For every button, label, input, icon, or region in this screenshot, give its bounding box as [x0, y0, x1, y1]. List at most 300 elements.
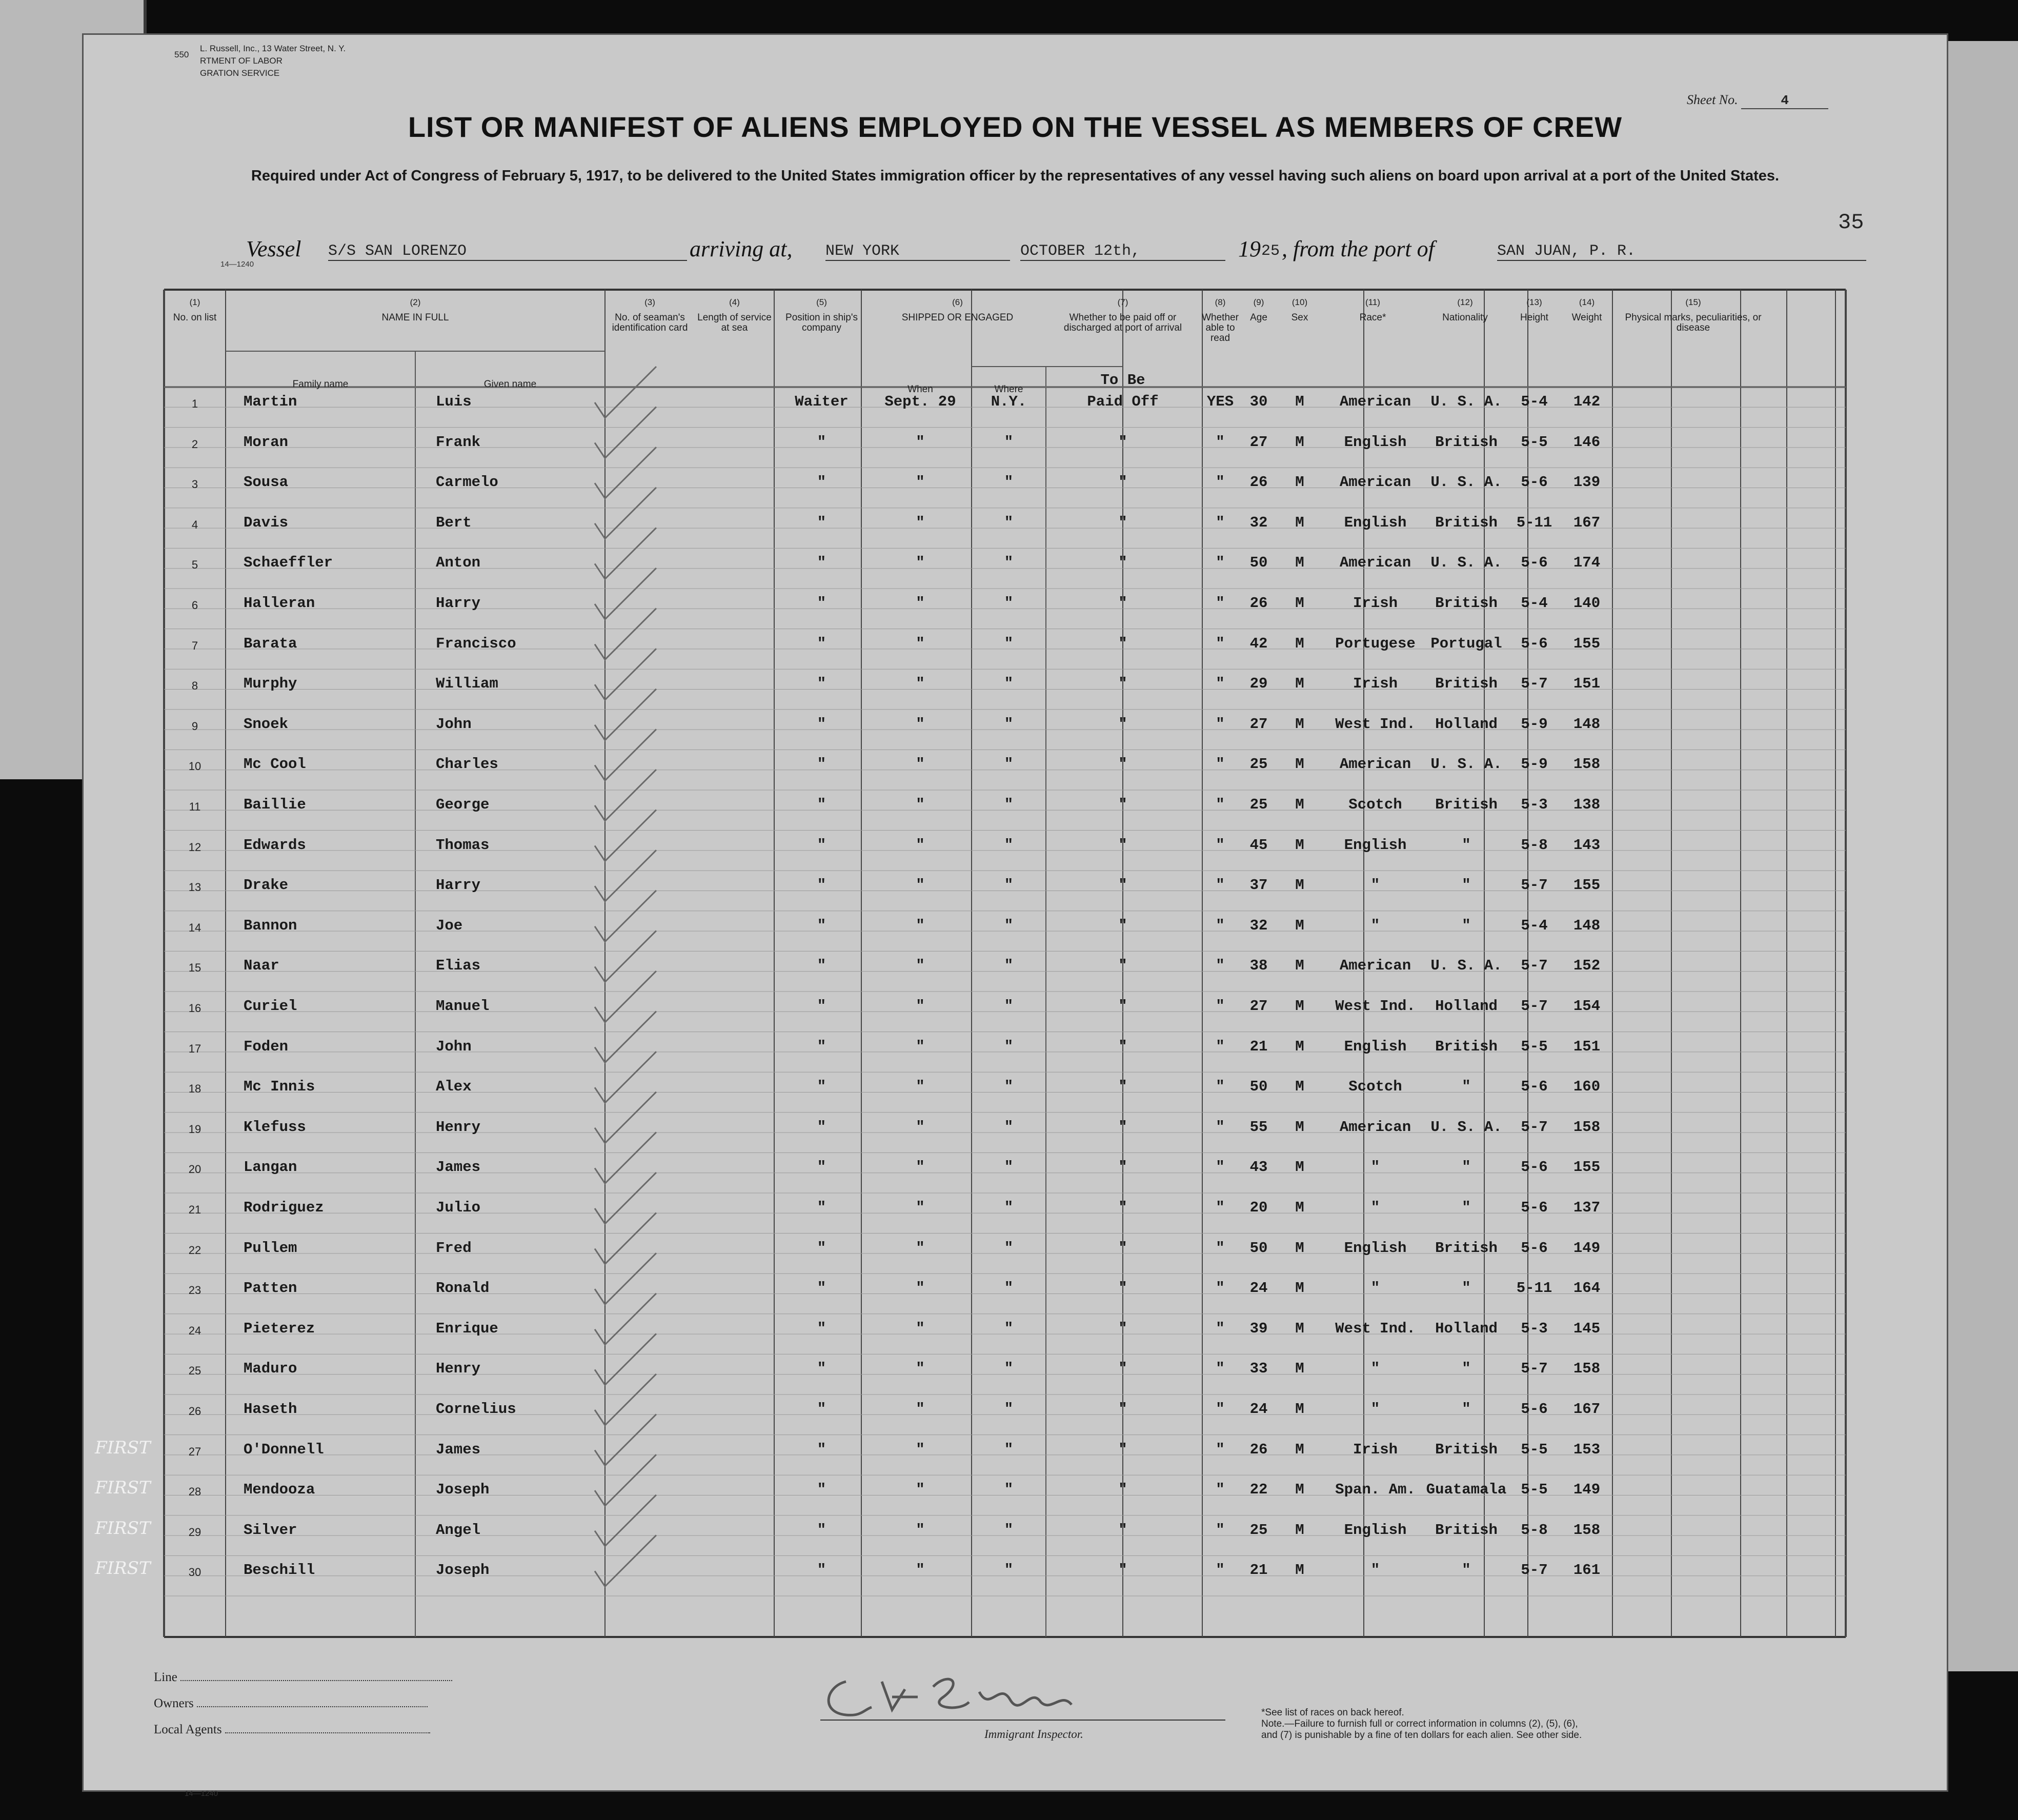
row-number: 20	[188, 1163, 201, 1176]
position-ditto: "	[817, 1118, 826, 1136]
sex: M	[1295, 1401, 1304, 1418]
sex: M	[1295, 877, 1304, 894]
row-number: 2	[191, 437, 198, 451]
sex: M	[1295, 635, 1304, 652]
check-mark	[595, 447, 656, 498]
weight: 167	[1573, 1401, 1601, 1418]
height: 5-6	[1521, 635, 1548, 652]
family-name: Baillie	[244, 796, 306, 813]
shipped-when-ditto: "	[916, 433, 925, 451]
column-header-c10-label: Sex	[1291, 312, 1308, 323]
shipped-where-ditto: "	[1004, 1239, 1014, 1257]
shipped-where: N.Y.	[991, 393, 1027, 410]
age: 22	[1249, 1481, 1268, 1499]
age: 29	[1249, 675, 1268, 693]
column-header-c6-number: (6)	[952, 297, 963, 307]
paid-off-ditto: "	[1118, 1199, 1127, 1216]
age: 32	[1249, 917, 1268, 934]
paid-off-ditto: "	[1118, 474, 1127, 491]
footer-owners-field	[154, 1696, 428, 1711]
column-header-family-name: Family name	[292, 379, 349, 390]
able-to-read-ditto: "	[1216, 554, 1225, 572]
paid-off-ditto: "	[1118, 1401, 1127, 1418]
height: 5-5	[1521, 433, 1548, 451]
paid-off-line2: Paid Off	[1087, 393, 1159, 410]
shipped-where-ditto: "	[1004, 675, 1014, 693]
shipped-where-ditto: "	[1004, 998, 1014, 1015]
weight: 158	[1573, 1118, 1601, 1136]
nationality: "	[1462, 877, 1471, 894]
height: 5-5	[1521, 1481, 1548, 1499]
position-ditto: "	[817, 554, 826, 572]
position-ditto: "	[817, 1078, 826, 1096]
nationality: British	[1435, 514, 1498, 531]
column-header-c13-number: (13)	[1526, 297, 1542, 307]
row-number: 1	[191, 397, 198, 410]
race: American	[1339, 957, 1411, 975]
nationality: Holland	[1435, 1320, 1498, 1337]
margin-first-mark: FIRST	[95, 1558, 151, 1579]
race: Portugese	[1335, 635, 1416, 652]
height: 5-6	[1521, 1239, 1548, 1257]
race: "	[1370, 1360, 1380, 1378]
shipped-where-ditto: "	[1004, 1360, 1014, 1378]
column-header-c9-number: (9)	[1253, 297, 1264, 307]
position-ditto: "	[817, 595, 826, 612]
sex: M	[1295, 917, 1304, 934]
shipped-where-ditto: "	[1004, 1521, 1014, 1539]
paid-off-ditto: "	[1118, 1239, 1127, 1257]
paid-off-ditto: "	[1118, 796, 1127, 813]
weight: 151	[1573, 1038, 1601, 1055]
footer-owners-blank	[197, 1704, 428, 1707]
check-mark	[595, 649, 656, 700]
sex: M	[1295, 1078, 1304, 1096]
able-to-read-ditto: "	[1216, 1521, 1225, 1539]
margin-first-mark: FIRST	[95, 1478, 151, 1499]
check-mark	[595, 1132, 656, 1183]
row-number: 21	[188, 1203, 201, 1216]
able-to-read-ditto: "	[1216, 917, 1225, 934]
able-to-read-ditto: "	[1216, 675, 1225, 693]
sex: M	[1295, 1118, 1304, 1136]
family-name: Naar	[244, 957, 279, 975]
row-number: 8	[191, 679, 198, 693]
family-name: Foden	[244, 1038, 289, 1055]
column-header-c2-label: NAME IN FULL	[381, 312, 449, 323]
footer-line-label: Line	[154, 1670, 177, 1684]
footer-owners-label: Owners	[154, 1696, 194, 1710]
column-header-c14-label: Weight	[1571, 312, 1602, 323]
shipped-where-ditto: "	[1004, 715, 1014, 733]
column-header-c4-number: (4)	[729, 297, 740, 307]
able-to-read-ditto: "	[1216, 1118, 1225, 1136]
shipped-when-ditto: "	[916, 1562, 925, 1579]
given-name: Carmelo	[436, 474, 498, 491]
paid-off-ditto: "	[1118, 675, 1127, 693]
sex: M	[1295, 1280, 1304, 1297]
given-name: Bert	[436, 514, 472, 531]
paid-off-ditto: "	[1118, 433, 1127, 451]
check-mark	[595, 488, 656, 539]
sex: M	[1295, 433, 1304, 451]
position-ditto: "	[817, 1481, 826, 1499]
race: Scotch	[1348, 796, 1402, 813]
family-name: Klefuss	[244, 1118, 306, 1136]
position-ditto: "	[817, 756, 826, 773]
column-header-c7-label: Whether to be paid off or discharged at port of arrival	[1063, 312, 1182, 333]
column-header-c11-number: (11)	[1365, 297, 1380, 307]
height: 5-6	[1521, 554, 1548, 572]
sex: M	[1295, 1521, 1304, 1539]
able-to-read-ditto: "	[1216, 433, 1225, 451]
paid-off-ditto: "	[1118, 1159, 1127, 1176]
position-ditto: "	[817, 1360, 826, 1378]
family-name: Mc Innis	[244, 1078, 315, 1096]
row-number: 11	[189, 800, 201, 813]
paid-off-ditto: "	[1118, 1562, 1127, 1579]
able-to-read-ditto: "	[1216, 756, 1225, 773]
paid-off-ditto: "	[1118, 1481, 1127, 1499]
weight: 142	[1573, 393, 1601, 410]
row-number: 25	[188, 1364, 201, 1378]
able-to-read-ditto: "	[1216, 796, 1225, 813]
paid-off-ditto: "	[1118, 1441, 1127, 1458]
year-prefix: 19	[1238, 236, 1261, 261]
weight: 138	[1573, 796, 1601, 813]
family-name: Rodriguez	[244, 1199, 324, 1216]
sex: M	[1295, 595, 1304, 612]
given-name: Fred	[436, 1239, 472, 1257]
check-mark	[595, 568, 656, 619]
position-ditto: "	[817, 1320, 826, 1337]
race: American	[1339, 393, 1411, 410]
given-name: Joseph	[436, 1562, 490, 1579]
shipped-where-ditto: "	[1004, 1562, 1014, 1579]
paid-off-ditto: "	[1118, 756, 1127, 773]
check-mark	[595, 1051, 656, 1103]
family-name: Halleran	[244, 595, 315, 612]
column-header-c2-number: (2)	[410, 297, 421, 307]
sex: M	[1295, 1360, 1304, 1378]
nationality: U. S. A.	[1430, 957, 1502, 975]
sex: M	[1295, 796, 1304, 813]
row-number: 29	[188, 1525, 201, 1539]
row-number: 6	[191, 599, 198, 612]
shipped-when-ditto: "	[916, 1360, 925, 1378]
nationality: U. S. A.	[1430, 554, 1502, 572]
race: "	[1370, 1199, 1380, 1216]
paid-off-ditto: "	[1118, 1360, 1127, 1378]
row-number: 19	[188, 1122, 201, 1136]
paid-off-ditto: "	[1118, 836, 1127, 854]
shipped-where-ditto: "	[1004, 796, 1014, 813]
family-name: Barata	[244, 635, 297, 652]
check-mark	[595, 1495, 656, 1546]
footnote-races: *See list of races on back hereof.	[1261, 1707, 1404, 1718]
race: English	[1344, 1521, 1407, 1539]
column-header-c7-number: (7)	[1117, 297, 1128, 307]
row-number: 9	[191, 719, 198, 733]
paid-off-ditto: "	[1118, 1320, 1127, 1337]
shipped-when-ditto: "	[916, 1320, 925, 1337]
shipped-where-ditto: "	[1004, 957, 1014, 975]
position-ditto: "	[817, 877, 826, 894]
from-port: SAN JUAN, P. R.	[1497, 242, 1866, 261]
row-number: 22	[188, 1243, 201, 1257]
able-to-read-ditto: "	[1216, 1401, 1225, 1418]
weight: 139	[1573, 474, 1601, 491]
shipped-when-ditto: "	[916, 1078, 925, 1096]
row-number: 27	[188, 1445, 201, 1458]
age: 55	[1249, 1118, 1268, 1136]
check-mark	[595, 1454, 656, 1506]
sex: M	[1295, 514, 1304, 531]
shipped-where-ditto: "	[1004, 1401, 1014, 1418]
row-number: 24	[188, 1324, 201, 1337]
nationality: "	[1462, 836, 1471, 854]
column-header-where: Where	[994, 384, 1023, 395]
column-header-c8-label: Whether able to read	[1202, 312, 1239, 343]
arrival-date: OCTOBER 12th,	[1020, 242, 1225, 261]
footnote-note-1: Note.—Failure to furnish full or correct information in columns (2), (5), (6),	[1261, 1718, 1578, 1729]
height: 5-4	[1521, 917, 1548, 934]
height: 5-11	[1516, 1280, 1552, 1297]
able-to-read-ditto: "	[1216, 1199, 1225, 1216]
able-to-read-ditto: "	[1216, 1360, 1225, 1378]
column-header-when: When	[907, 384, 933, 395]
row-number: 7	[191, 639, 198, 652]
age: 27	[1249, 998, 1268, 1015]
sex: M	[1295, 998, 1304, 1015]
family-name: Beschill	[244, 1562, 315, 1579]
able-to-read-ditto: "	[1216, 877, 1225, 894]
able-to-read-ditto: "	[1216, 1562, 1225, 1579]
sex: M	[1295, 715, 1304, 733]
given-name: Anton	[436, 554, 481, 572]
age: 33	[1249, 1360, 1268, 1378]
family-name: Edwards	[244, 836, 306, 854]
race: Span. Am.	[1335, 1481, 1416, 1499]
able-to-read: YES	[1206, 393, 1234, 410]
shipped-when: Sept. 29	[884, 393, 956, 410]
check-mark	[595, 891, 656, 942]
age: 26	[1249, 1441, 1268, 1458]
shipped-where-ditto: "	[1004, 836, 1014, 854]
column-header-c15-label: Physical marks, peculiarities, or disease	[1625, 312, 1762, 333]
race: American	[1339, 474, 1411, 491]
page-subtitle: Required under Act of Congress of February 5, 1917, to be delivered to the United States immigration officer by the representatives of any vessel having such aliens on board upon arrival at a port of the United States.	[251, 168, 1780, 184]
able-to-read-ditto: "	[1216, 1320, 1225, 1337]
publisher-line-1: L. Russell, Inc., 13 Water Street, N. Y.	[200, 44, 346, 53]
position-ditto: "	[817, 1280, 826, 1297]
paid-off-ditto: "	[1118, 554, 1127, 572]
paid-off-line1: To Be	[1100, 372, 1145, 389]
row-number: 30	[188, 1566, 201, 1579]
paid-off-ditto: "	[1118, 715, 1127, 733]
shipped-where-ditto: "	[1004, 554, 1014, 572]
paid-off-ditto: "	[1118, 1280, 1127, 1297]
nationality: U. S. A.	[1430, 1118, 1502, 1136]
able-to-read-ditto: "	[1216, 836, 1225, 854]
column-header-c1-number: (1)	[189, 297, 200, 307]
shipped-when-ditto: "	[916, 1481, 925, 1499]
family-name: Snoek	[244, 715, 289, 733]
sex: M	[1295, 1199, 1304, 1216]
age: 25	[1249, 1521, 1268, 1539]
check-mark	[595, 367, 656, 418]
height: 5-6	[1521, 1159, 1548, 1176]
form-id-bottom: 14—1240	[185, 1789, 218, 1798]
shipped-when-ditto: "	[916, 635, 925, 652]
height: 5-7	[1521, 957, 1548, 975]
position-ditto: "	[817, 514, 826, 531]
position-ditto: "	[817, 1441, 826, 1458]
able-to-read-ditto: "	[1216, 474, 1225, 491]
weight: 158	[1573, 756, 1601, 773]
race: English	[1344, 836, 1407, 854]
family-name: Davis	[244, 514, 289, 531]
race: American	[1339, 756, 1411, 773]
able-to-read-ditto: "	[1216, 1441, 1225, 1458]
able-to-read-ditto: "	[1216, 998, 1225, 1015]
row-number: 17	[188, 1042, 201, 1055]
inspector-signature	[815, 1661, 1236, 1728]
able-to-read-ditto: "	[1216, 595, 1225, 612]
shipped-where-ditto: "	[1004, 1441, 1014, 1458]
height: 5-3	[1521, 1320, 1548, 1337]
nationality: British	[1435, 1038, 1498, 1055]
shipped-when-ditto: "	[916, 1521, 925, 1539]
given-name: Cornelius	[436, 1401, 516, 1418]
sex: M	[1295, 393, 1304, 410]
age: 24	[1249, 1280, 1268, 1297]
weight: 167	[1573, 514, 1601, 531]
weight: 158	[1573, 1360, 1601, 1378]
family-name: Bannon	[244, 917, 297, 934]
nationality: Guatamala	[1426, 1481, 1507, 1499]
row-number: 26	[188, 1405, 201, 1418]
weight: 152	[1573, 957, 1601, 975]
weight: 153	[1573, 1441, 1601, 1458]
row-number: 15	[188, 961, 201, 975]
footer-agents-label: Local Agents	[154, 1723, 222, 1736]
nationality: "	[1462, 917, 1471, 934]
race: "	[1370, 917, 1380, 934]
shipped-when-ditto: "	[916, 1199, 925, 1216]
publisher-line-2: RTMENT OF LABOR	[200, 56, 282, 66]
column-header-c14-number: (14)	[1579, 297, 1595, 307]
shipped-when-ditto: "	[916, 1441, 925, 1458]
sheet-number-label: Sheet No.	[1687, 92, 1738, 107]
row-number: 3	[191, 478, 198, 491]
weight: 155	[1573, 635, 1601, 652]
race: English	[1344, 514, 1407, 531]
shipped-when-ditto: "	[916, 1239, 925, 1257]
check-mark	[595, 1253, 656, 1304]
paid-off-ditto: "	[1118, 1118, 1127, 1136]
given-name: Manuel	[436, 998, 490, 1015]
position-ditto: "	[817, 474, 826, 491]
row-number: 13	[188, 881, 201, 894]
given-name: James	[436, 1159, 481, 1176]
given-name: George	[436, 796, 490, 813]
race: Irish	[1353, 675, 1398, 693]
weight: 148	[1573, 715, 1601, 733]
paid-off-ditto: "	[1118, 514, 1127, 531]
height: 5-6	[1521, 1078, 1548, 1096]
weight: 164	[1573, 1280, 1601, 1297]
able-to-read-ditto: "	[1216, 514, 1225, 531]
column-header-c11-label: Race*	[1359, 312, 1386, 323]
nationality: Holland	[1435, 715, 1498, 733]
given-name: Luis	[436, 393, 472, 410]
nationality: British	[1435, 1521, 1498, 1539]
shipped-where-ditto: "	[1004, 1159, 1014, 1176]
column-header-c12-number: (12)	[1457, 297, 1473, 307]
paid-off-ditto: "	[1118, 998, 1127, 1015]
given-name: Thomas	[436, 836, 490, 854]
column-header-c5-label: Position in ship's company	[785, 312, 858, 333]
row-number: 10	[188, 760, 201, 773]
check-mark	[595, 1213, 656, 1264]
row-number: 23	[188, 1284, 201, 1297]
row-number: 28	[188, 1485, 201, 1499]
able-to-read-ditto: "	[1216, 957, 1225, 975]
height: 5-7	[1521, 1562, 1548, 1579]
shipped-when-ditto: "	[916, 675, 925, 693]
nationality: "	[1462, 1199, 1471, 1216]
height: 5-8	[1521, 836, 1548, 854]
weight: 174	[1573, 554, 1601, 572]
age: 25	[1249, 796, 1268, 813]
from-port-label: , from the port of	[1282, 236, 1435, 261]
race: West Ind.	[1335, 1320, 1416, 1337]
row-number: 12	[188, 840, 201, 854]
given-name: Alex	[436, 1078, 472, 1096]
row-number: 18	[188, 1082, 201, 1096]
shipped-where-ditto: "	[1004, 1481, 1014, 1499]
race: "	[1370, 1401, 1380, 1418]
footnote	[1261, 1707, 1582, 1741]
row-number: 5	[191, 558, 198, 572]
shipped-when-ditto: "	[916, 998, 925, 1015]
weight: 140	[1573, 595, 1601, 612]
age: 27	[1249, 715, 1268, 733]
column-header-given-name: Given name	[483, 379, 537, 390]
given-name: Francisco	[436, 635, 516, 652]
race: English	[1344, 1239, 1407, 1257]
sex: M	[1295, 836, 1304, 854]
age: 45	[1249, 836, 1268, 854]
sheet-number-value: 4	[1741, 93, 1828, 109]
height: 5-9	[1521, 715, 1548, 733]
given-name: Joe	[436, 917, 463, 934]
age: 30	[1249, 393, 1268, 410]
race: "	[1370, 877, 1380, 894]
paid-off-ditto: "	[1118, 917, 1127, 934]
family-name: Moran	[244, 433, 289, 451]
footer-agents-blank	[225, 1730, 430, 1733]
shipped-where-ditto: "	[1004, 1320, 1014, 1337]
age: 50	[1249, 1239, 1268, 1257]
race: "	[1370, 1159, 1380, 1176]
weight: 137	[1573, 1199, 1601, 1216]
given-name: Henry	[436, 1360, 481, 1378]
column-header-c9-label: Age	[1250, 312, 1267, 323]
column-header-c6-label: SHIPPED OR ENGAGED	[901, 312, 1014, 323]
nationality: British	[1435, 595, 1498, 612]
